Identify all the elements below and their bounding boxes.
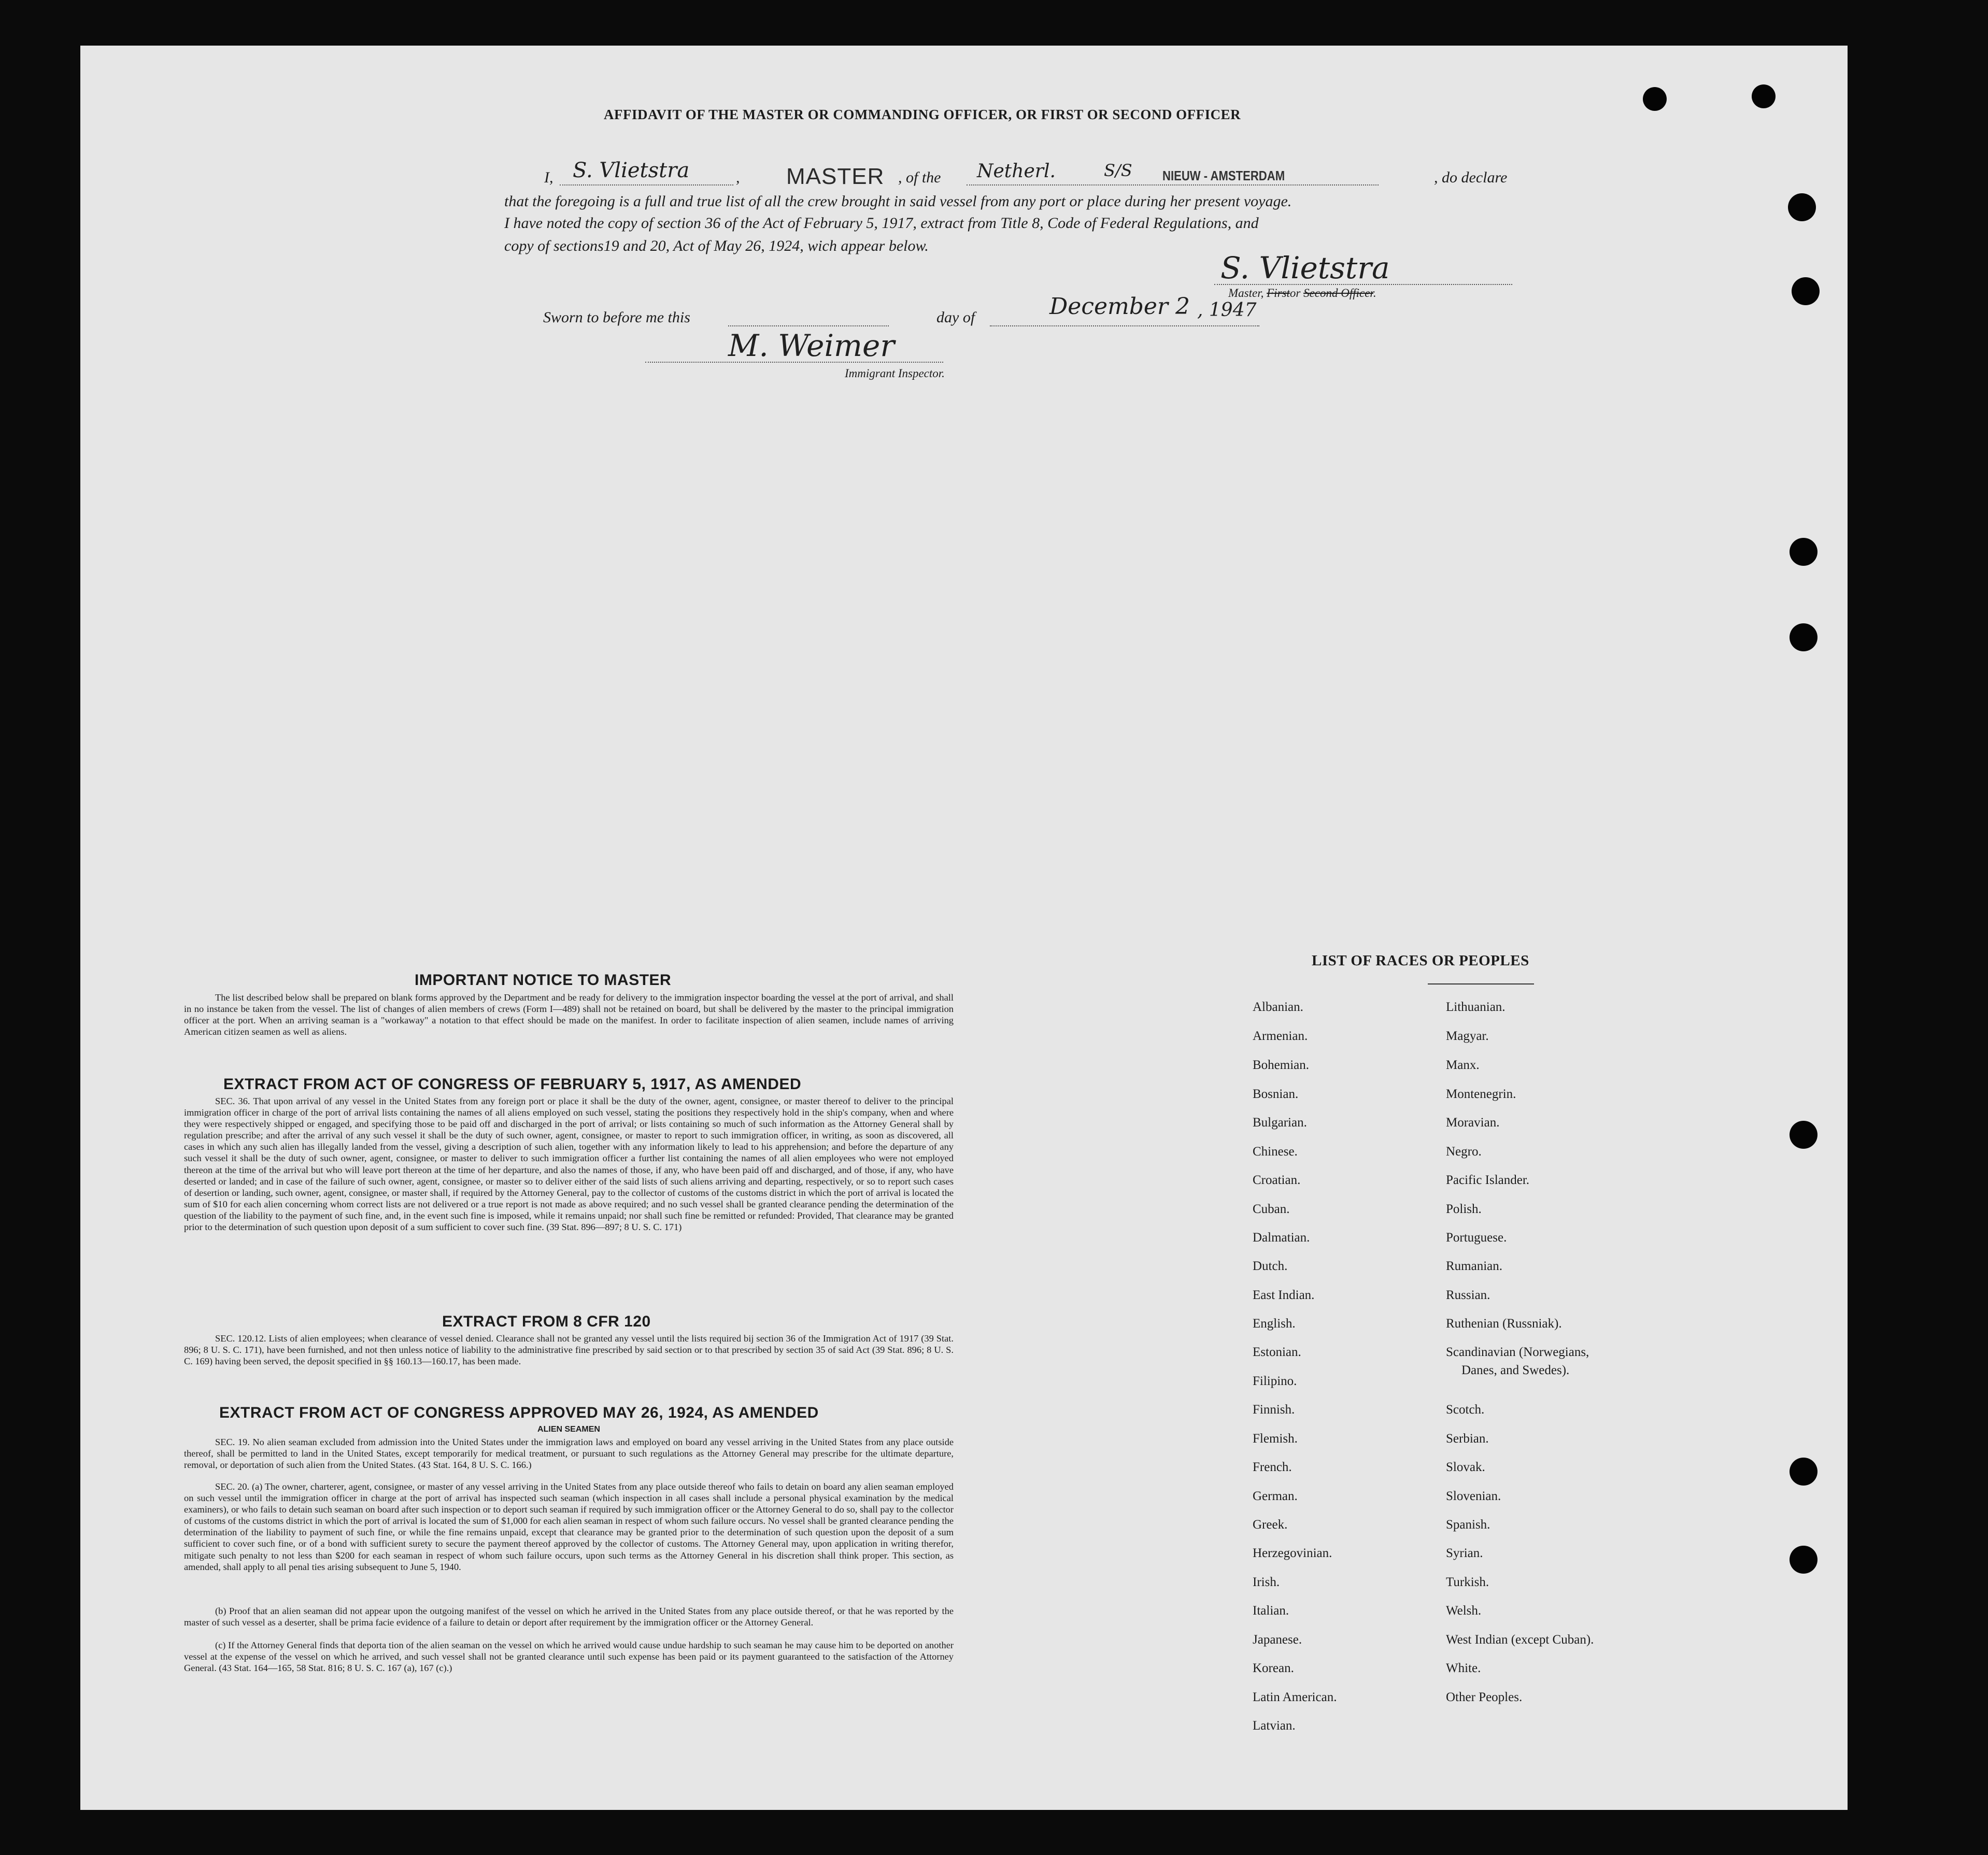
affidavit-line-2: that the foregoing is a full and true list of all the crew brought in said vessel from any port or place during her present voyage. xyxy=(504,193,1292,210)
day-of-label: day of xyxy=(936,309,975,326)
affidavit-line-3: I have noted the copy of section 36 of the Act of February 5, 1917, extract from Title 8, Code of Federal Regulations, and xyxy=(504,215,1259,232)
affidavit-i-label: I, xyxy=(544,169,553,186)
race-item: Syrian. xyxy=(1446,1546,1483,1560)
race-item: Serbian. xyxy=(1446,1432,1489,1446)
race-item: Italian. xyxy=(1253,1604,1289,1618)
extract-1924-title: EXTRACT FROM ACT OF CONGRESS APPROVED MAY 26, 1924, AS AMENDED xyxy=(219,1404,819,1421)
race-item: Irish. xyxy=(1253,1575,1280,1589)
race-item: Dalmatian. xyxy=(1253,1231,1310,1245)
race-item: Finnish. xyxy=(1253,1403,1295,1417)
caption-or: or xyxy=(1289,287,1301,299)
race-item: White. xyxy=(1446,1661,1481,1675)
punch-hole xyxy=(1790,538,1817,566)
inspector-signature: M. Weimer xyxy=(728,328,895,363)
race-item: Albanian. xyxy=(1253,1000,1303,1014)
affidavit-line-4: copy of sections19 and 20, Act of May 26, 1924, wich appear below. xyxy=(504,237,929,254)
punch-hole xyxy=(1790,1546,1817,1574)
race-item: Estonian. xyxy=(1253,1345,1301,1359)
races-title-rule xyxy=(1428,983,1534,984)
sworn-label: Sworn to before me this xyxy=(543,309,690,326)
race-item: Manx. xyxy=(1446,1058,1480,1072)
extract-cfr-title: EXTRACT FROM 8 CFR 120 xyxy=(442,1313,651,1330)
punch-hole xyxy=(1643,87,1667,111)
race-item: Chinese. xyxy=(1253,1145,1298,1159)
extract-cfr-body: SEC. 120.12. Lists of alien employees; when clearance of vessel denied. Clearance shall not be granted any vessel until the lists required bij section 36 of the Immigration Act of 1917 (39 Stat. 896; 8 U. S. C. 171), have been furnished, and not then unless notice of liability to the administrative fine prescribed by said section or to that prescribed by section 35 of said Act (39 Stat. 896; 8 U. S. C. 169) having been served, the deposit specified in §§ 160.13—160.17, has been made. xyxy=(184,1333,954,1367)
race-item: Latvian. xyxy=(1253,1719,1296,1733)
master-name-handwritten: S. Vlietstra xyxy=(573,159,690,182)
race-item: Welsh. xyxy=(1446,1604,1482,1618)
immigrant-inspector-label: Immigrant Inspector. xyxy=(845,367,945,380)
caption-master: Master, xyxy=(1228,287,1264,299)
do-declare-label: , do declare xyxy=(1434,169,1508,186)
rank-typed: MASTER xyxy=(786,164,885,189)
race-item: Filipino. xyxy=(1253,1374,1297,1388)
punch-hole xyxy=(1790,1121,1817,1149)
races-title: LIST OF RACES OR PEOPLES xyxy=(1312,952,1529,969)
race-item: Montenegrin. xyxy=(1446,1087,1516,1101)
race-item: Armenian. xyxy=(1253,1029,1308,1043)
race-item: Slovak. xyxy=(1446,1460,1485,1474)
punch-hole xyxy=(1790,1458,1817,1486)
vessel-name-stamp: NIEUW - AMSTERDAM xyxy=(1162,168,1285,183)
race-item: Bohemian. xyxy=(1253,1058,1310,1072)
race-item: Magyar. xyxy=(1446,1029,1489,1043)
notice-body: The list described below shall be prepared on blank forms approved by the Department and be ready for delivery to the immigration inspector boarding the vessel at the port of arrival, and shall in no instance be taken from the vessel. The list of changes of alien members of crews (Form I—489) shall not be retained on board, but shall be delivered by the master to the principal immigration officer at the port. When an arriving seaman is a "workaway" a notation to that effect should be made on the manifest. In order to facilitate inspection of alien seamen, include names of arriving American citizen seamen as well as aliens. xyxy=(184,992,954,1037)
race-item: West Indian (except Cuban). xyxy=(1446,1633,1594,1647)
race-item: East Indian. xyxy=(1253,1288,1315,1302)
nationality-handwritten: Netherl. xyxy=(977,161,1056,182)
race-item: Latin American. xyxy=(1253,1690,1337,1704)
race-item: Flemish. xyxy=(1253,1432,1298,1446)
race-item: Cuban. xyxy=(1253,1202,1290,1216)
extract-1917-title: EXTRACT FROM ACT OF CONGRESS OF FEBRUARY 5, 1917, AS AMENDED xyxy=(223,1076,802,1093)
race-item: Lithuanian. xyxy=(1446,1000,1506,1014)
race-item: Korean. xyxy=(1253,1661,1294,1675)
affidavit-title: AFFIDAVIT OF THE MASTER OR COMMANDING OFFICER, OR FIRST OR SECOND OFFICER xyxy=(604,107,1241,122)
caption-period: . xyxy=(1373,287,1376,299)
race-item: Danes, and Swedes). xyxy=(1461,1363,1570,1377)
punch-hole xyxy=(1752,84,1776,108)
extract-1924-sec19: SEC. 19. No alien seaman excluded from admission into the United States under the immigration laws and employed on board any vessel arriving in the United States from any place outside thereof, shall be permitted to land in the United States, except temporarily for medical treatment, or pursuant to such regulations as the Attorney General may prescribe for the ultimate departure, removal, or deportation of such alien from the United States. (43 Stat. 164, 8 U. S. C. 166.) xyxy=(184,1437,954,1471)
race-item: Herzegovinian. xyxy=(1253,1546,1332,1560)
race-item: Greek. xyxy=(1253,1518,1288,1532)
punch-hole xyxy=(1790,623,1817,651)
race-item: Dutch. xyxy=(1253,1259,1288,1273)
race-item: Other Peoples. xyxy=(1446,1690,1523,1704)
race-item: Ruthenian (Russniak). xyxy=(1446,1317,1562,1331)
race-item: Moravian. xyxy=(1446,1116,1500,1130)
extract-1924-sec20a: SEC. 20. (a) The owner, charterer, agent, consignee, or master of any vessel arriving in the United States from any place outside thereof who fails to detain on board any alien seaman employed on such vessel until the immigration officer in charge at the port of arrival has inspected such seaman (which inspection in all cases shall include a personal physical examination by the medical examiners), or who fails to detain such seaman on board after such inspection or to deport such seaman if required by such immigration officer or the Attorney General to do so, shall pay to the collector of customs of the customs district in which the port of arrival is located the sum of $1,000 for each alien seaman in respect of whom such failure occurs. No vessel shall be granted clearance pending the determination of the liability to payment of such fine, or while the fine remains unpaid, except that clearance may be granted prior to the determination of such question upon the deposit of a sum sufficient to cover such fine, or of a bond with sufficient surety to secure the payment thereof approved by the collector of customs. The Attorney General may, upon application in writing therefor, mitigate such penalty to not less than $200 for each seaman in respect of whom such failure occurs, upon such terms as the Attorney General in his discretion shall think proper. This section, as amended, shall apply to all penal ties arising subsequent to June 5, 1940. xyxy=(184,1481,954,1572)
caption-second-officer: Second Officer xyxy=(1303,287,1373,299)
punch-hole xyxy=(1788,193,1816,221)
signature-caption xyxy=(1228,287,1376,300)
race-item: Turkish. xyxy=(1446,1575,1489,1589)
race-item: Polish. xyxy=(1446,1202,1482,1216)
master-signature: S. Vlietstra xyxy=(1220,250,1390,286)
date-handwritten: December 2 xyxy=(1049,293,1190,320)
race-item: Japanese. xyxy=(1253,1633,1302,1647)
extract-1924-subtitle: ALIEN SEAMEN xyxy=(537,1425,600,1434)
race-item: Scotch. xyxy=(1446,1403,1485,1417)
vessel-type-handwritten: S/S xyxy=(1104,161,1132,180)
race-item: French. xyxy=(1253,1460,1292,1474)
race-item: Slovenian. xyxy=(1446,1489,1501,1503)
name-comma: , xyxy=(736,169,740,186)
punch-hole xyxy=(1792,277,1820,305)
race-item: Croatian. xyxy=(1253,1173,1301,1187)
year-handwritten: , 1947 xyxy=(1197,299,1257,321)
race-item: English. xyxy=(1253,1317,1296,1331)
race-item: Pacific Islander. xyxy=(1446,1173,1530,1187)
race-item: Scandinavian (Norwegians, xyxy=(1446,1345,1589,1359)
notice-title: IMPORTANT NOTICE TO MASTER xyxy=(415,972,672,989)
race-item: Portuguese. xyxy=(1446,1231,1507,1245)
extract-1924-sec20b: (b) Proof that an alien seaman did not appear upon the outgoing manifest of the vessel on which he arrived in the United States from any place outside thereof, or that he was reported by the master of such vessel as a deserter, shall be prima facie evidence of a failure to detain or deport after requirement by the immigration officer or the Attorney General. xyxy=(184,1606,954,1628)
race-item: Russian. xyxy=(1446,1288,1490,1302)
race-item: Bulgarian. xyxy=(1253,1116,1307,1130)
race-item: German. xyxy=(1253,1489,1298,1503)
race-item: Bosnian. xyxy=(1253,1087,1299,1101)
caption-first: First xyxy=(1267,287,1290,299)
extract-1924-sec20c: (c) If the Attorney General finds that deporta tion of the alien seaman on the vessel on which he arrived would cause undue hardship to such seaman he may cause him to be deported on another vessel at the expense of the vessel on which he arrived, and such vessel shall not be granted clearance until such expense has been paid or its payment guaranteed to the satisfaction of the Attorney General. (43 Stat. 164—165, 58 Stat. 816; 8 U. S. C. 167 (a), 167 (c).) xyxy=(184,1640,954,1674)
race-item: Rumanian. xyxy=(1446,1259,1503,1273)
extract-1917-body: SEC. 36. That upon arrival of any vessel in the United States from any foreign port or place it shall be the duty of the owner, agent, consignee, or master thereof to deliver to the principal immigration officer in charge of the port of arrival lists containing the names of all aliens employed on such vessel, stating the positions they respectively hold in the ship's company, when and where they were respectively shipped or engaged, and specifying those to be paid off and discharged in the port of arrival; or lists containing so much of such information as the Attorney General shall by regulation prescribe; and after the arrival of any such vessel it shall be the duty of such owner, agent, consignee, or master to report to such immigration officer, in writing, as soon as discovered, all cases in which any such alien has illegally landed from the vessel, giving a description of such alien, together with any information likely to lead to his apprehension; and before the departure of any such vessel it shall be the duty of such owner, agent, consignee, or master to deliver to such immigration officer a further list containing the names of all alien employees who were not employed thereon at the time of the arrival but who will leave port thereon at the time of her departure, and also the names of those, if any, who have been paid off and discharged, and of those, if any, who have deserted or landed; and in case of the failure of such owner, agent, consignee, or master so to deliver either of the said lists of such aliens arriving and departing, respectively, or so to report such cases of desertion or landing, such owner, agent, consignee, or master shall, if required by the Attorney General, pay to the collector of customs of the customs district in which the port of arrival is located the sum of $10 for each alien concerning whom correct lists are not delivered or a true report is not made as above required; and no such vessel shall be granted clearance pending the determination of the question of the liability to the payment of such fine, and, in the event such fine is imposed, while it remains unpaid; nor shall such fine be remitted or refunded: Provided, That clearance may be granted prior to the determination of such question upon deposit of a sum sufficient to cover such fine. (39 Stat. 896—897; 8 U. S. C. 171) xyxy=(184,1096,954,1233)
race-item: Negro. xyxy=(1446,1145,1482,1159)
of-the-label: , of the xyxy=(898,169,941,186)
race-item: Spanish. xyxy=(1446,1518,1490,1532)
document-page xyxy=(80,46,1848,1810)
